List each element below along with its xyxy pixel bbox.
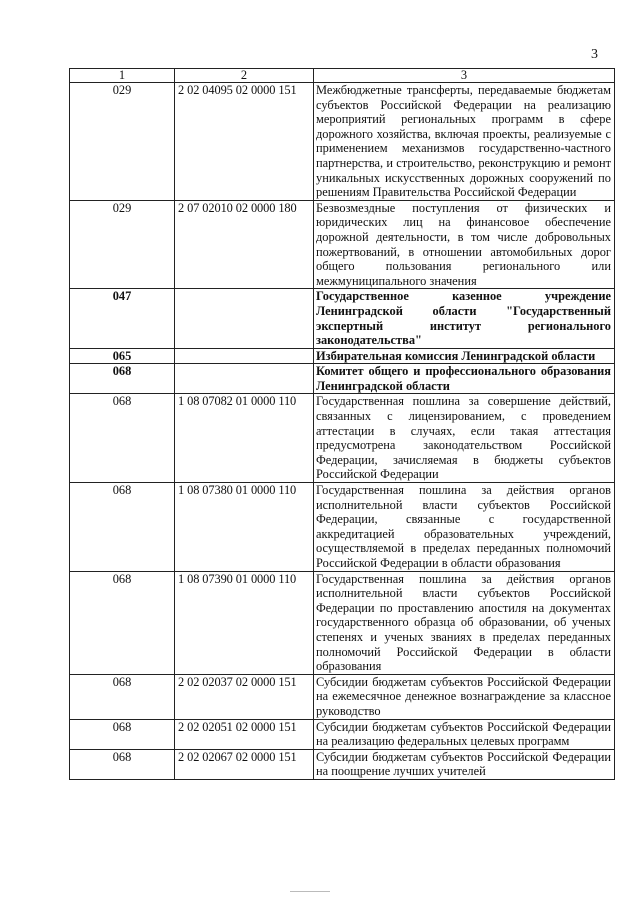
table-row bbox=[70, 394, 615, 483]
revenue-name-cell: Субсидии бюджетам субъектов Российской Федерации на поощрение лучших учителей bbox=[314, 749, 615, 779]
column-header-2: 2 bbox=[175, 69, 314, 83]
administrator-code-cell: 029 bbox=[70, 200, 175, 289]
administrator-code-cell: 068 bbox=[70, 749, 175, 779]
revenue-code-cell bbox=[175, 348, 314, 364]
column-header-3: 3 bbox=[314, 69, 615, 83]
revenue-name-cell: Государственная пошлина за действия органов исполнительной власти субъектов Российской Федерации, связанные с государственной аккредитацией образовательных учреждений, осуществляемой в пределах переданных полномочий Российской Федерации в области образования bbox=[314, 483, 615, 572]
table-row bbox=[70, 749, 615, 779]
administrator-name-cell: Комитет общего и профессионального образования Ленинградской области bbox=[314, 364, 615, 394]
revenue-code-cell: 1 08 07082 01 0000 110 bbox=[175, 394, 314, 483]
revenue-name-cell: Государственная пошлина за совершение действий, связанных с лицензированием, с проведением аттестации в случаях, если такая аттестация предусмотрена законодательством Российской Федерации, зачисляемая в бюджеты субъектов Российской Федерации bbox=[314, 394, 615, 483]
revenue-code-cell: 2 02 02067 02 0000 151 bbox=[175, 749, 314, 779]
table-row bbox=[70, 200, 615, 289]
administrator-code-cell: 047 bbox=[70, 289, 175, 348]
administrator-code-cell: 068 bbox=[70, 394, 175, 483]
administrator-code-cell: 068 bbox=[70, 571, 175, 674]
revenue-code-cell: 2 02 02037 02 0000 151 bbox=[175, 674, 314, 719]
revenue-code-cell: 2 02 04095 02 0000 151 bbox=[175, 83, 314, 201]
bottom-divider bbox=[290, 891, 330, 892]
table-row bbox=[70, 348, 615, 364]
table-row bbox=[70, 571, 615, 674]
revenue-code-cell: 2 07 02010 02 0000 180 bbox=[175, 200, 314, 289]
table-body bbox=[70, 83, 615, 780]
administrator-code-cell: 068 bbox=[70, 364, 175, 394]
revenue-code-cell: 1 08 07380 01 0000 110 bbox=[175, 483, 314, 572]
table-row bbox=[70, 83, 615, 201]
revenue-code-cell: 2 02 02051 02 0000 151 bbox=[175, 719, 314, 749]
revenue-code-cell bbox=[175, 289, 314, 348]
revenue-code-cell bbox=[175, 364, 314, 394]
administrator-name-cell: Государственное казенное учреждение Ленинградской области "Государственный экспертный институт регионального законодательства" bbox=[314, 289, 615, 348]
table-row bbox=[70, 674, 615, 719]
table-header-row bbox=[70, 69, 615, 83]
revenue-name-cell: Безвозмездные поступления от физических и юридических лиц на финансовое обеспечение дорожной деятельности, в том числе добровольных пожертвований, в отношении автомобильных дорог общего пользования регионального или межмуниципального значения bbox=[314, 200, 615, 289]
administrator-name-cell: Избирательная комиссия Ленинградской области bbox=[314, 348, 615, 364]
administrator-code-cell: 065 bbox=[70, 348, 175, 364]
table-row bbox=[70, 289, 615, 348]
table-row bbox=[70, 483, 615, 572]
table-row bbox=[70, 364, 615, 394]
column-header-1: 1 bbox=[70, 69, 175, 83]
administrator-code-cell: 068 bbox=[70, 719, 175, 749]
administrator-code-cell: 068 bbox=[70, 483, 175, 572]
revenue-name-cell: Межбюджетные трансферты, передаваемые бюджетам субъектов Российской Федерации на реализацию мероприятий региональных программ в сфере дорожного хозяйства, включая проекты, реализуемые с применением механизмов государственно-частного партнерства, и строительство, реконструкцию и ремонт уникальных искусственных дорожных сооружений по решениям Правительства Российской Федерации bbox=[314, 83, 615, 201]
revenue-name-cell: Субсидии бюджетам субъектов Российской Федерации на реализацию федеральных целевых программ bbox=[314, 719, 615, 749]
revenue-name-cell: Государственная пошлина за действия органов исполнительной власти субъектов Российской Федерации по проставлению апостиля на документах государственного образца об образовании, об ученых степенях и ученых званиях в пределах переданных полномочий Российской Федерации в области образования bbox=[314, 571, 615, 674]
page-number: 3 bbox=[591, 47, 598, 62]
table-row bbox=[70, 719, 615, 749]
revenue-codes-table bbox=[69, 68, 615, 780]
administrator-code-cell: 068 bbox=[70, 674, 175, 719]
revenue-code-cell: 1 08 07390 01 0000 110 bbox=[175, 571, 314, 674]
revenue-name-cell: Субсидии бюджетам субъектов Российской Федерации на ежемесячное денежное вознаграждение за классное руководство bbox=[314, 674, 615, 719]
administrator-code-cell: 029 bbox=[70, 83, 175, 201]
